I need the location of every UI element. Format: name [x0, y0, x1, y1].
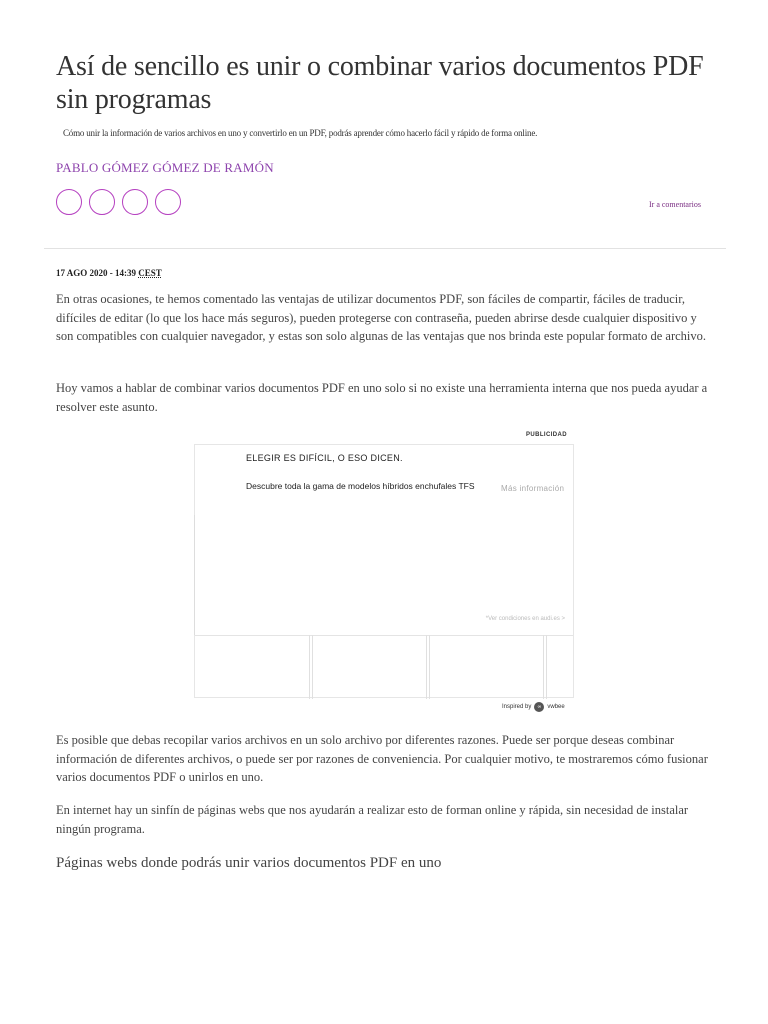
paragraph-2: Hoy vamos a hablar de combinar varios documentos PDF en uno solo si no existe una herramienta interna que nos pueda ayudar a resolver este asunto.	[56, 381, 708, 414]
article-title: Así de sencillo es unir o combinar varios documentos PDF sin programas	[56, 51, 704, 115]
author-link[interactable]: PABLO GÓMEZ GÓMEZ DE RAMÓN	[56, 160, 274, 175]
article-subtitle: Cómo unir la información de varios archivos en uno y convertirlo en un PDF, podrás aprender cómo hacerlo fácil y rápido de forma online.	[63, 128, 538, 138]
publish-date	[56, 268, 162, 278]
comments-link[interactable]: Ir a comentarios	[649, 200, 701, 209]
date-text: 17 AGO 2020 - 14:39	[56, 268, 136, 278]
section-heading: Páginas webs donde podrás unir varios documentos PDF en uno	[56, 855, 442, 871]
ad-conditions-link[interactable]: *Ver condiciones en audi.es >	[485, 616, 565, 622]
ad-more-info-link[interactable]: Más información	[501, 484, 565, 493]
ad-footer-text: Inspired by	[502, 704, 532, 710]
ad-footer-brand: vwbee	[547, 704, 565, 710]
paragraph-1: En otras ocasiones, te hemos comentado las ventajas de utilizar documentos PDF, son fáciles de compartir, fáciles de traducir, difíciles de editar (lo que los hace más seguros), pueden protegerse con contraseña, pueden abrirse desde cualquier dispositivo y son compatibles con cualquier navegador, y estas son solo algunas de las ventajas que nos brinda este popular formato de archivo.	[56, 292, 707, 344]
ad-tile[interactable]	[546, 635, 574, 699]
ad-headline: ELEGIR ES DIFÍCIL, O ESO DICEN.	[246, 453, 403, 463]
facebook-share-button[interactable]	[56, 189, 82, 215]
ad-label: PUBLICIDAD	[526, 432, 567, 438]
paragraph-4: En internet hay un sinfín de páginas webs que nos ayudarán a realizar esto de forman online y rápida, sin necesidad de instalar ningún programa.	[56, 803, 689, 836]
paragraph-3: Es posible que debas recopilar varios archivos en un solo archivo por diferentes razones. Puede ser porque deseas combinar información de diferentes archivos, o puede ser por razones de conveniencia. Por cualquier motivo, te mostraremos cómo fusionar varios documentos PDF o unirlos en uno.	[56, 733, 708, 785]
timezone: CEST	[138, 268, 162, 278]
twitter-share-button[interactable]	[89, 189, 115, 215]
ad-tile[interactable]	[195, 635, 310, 699]
header-divider	[44, 248, 726, 249]
ad-tile[interactable]	[429, 635, 544, 699]
ad-subline: Descubre toda la gama de modelos híbridos enchufales TFS	[246, 481, 475, 491]
ad-tile[interactable]	[312, 635, 427, 699]
vwbee-logo-icon: ∞	[534, 702, 544, 712]
ad-footer	[502, 702, 565, 712]
ad-banner[interactable]	[194, 444, 574, 698]
ad-divider	[194, 515, 195, 635]
flipboard-share-button[interactable]	[122, 189, 148, 215]
email-share-button[interactable]	[155, 189, 181, 215]
share-buttons	[56, 189, 181, 215]
